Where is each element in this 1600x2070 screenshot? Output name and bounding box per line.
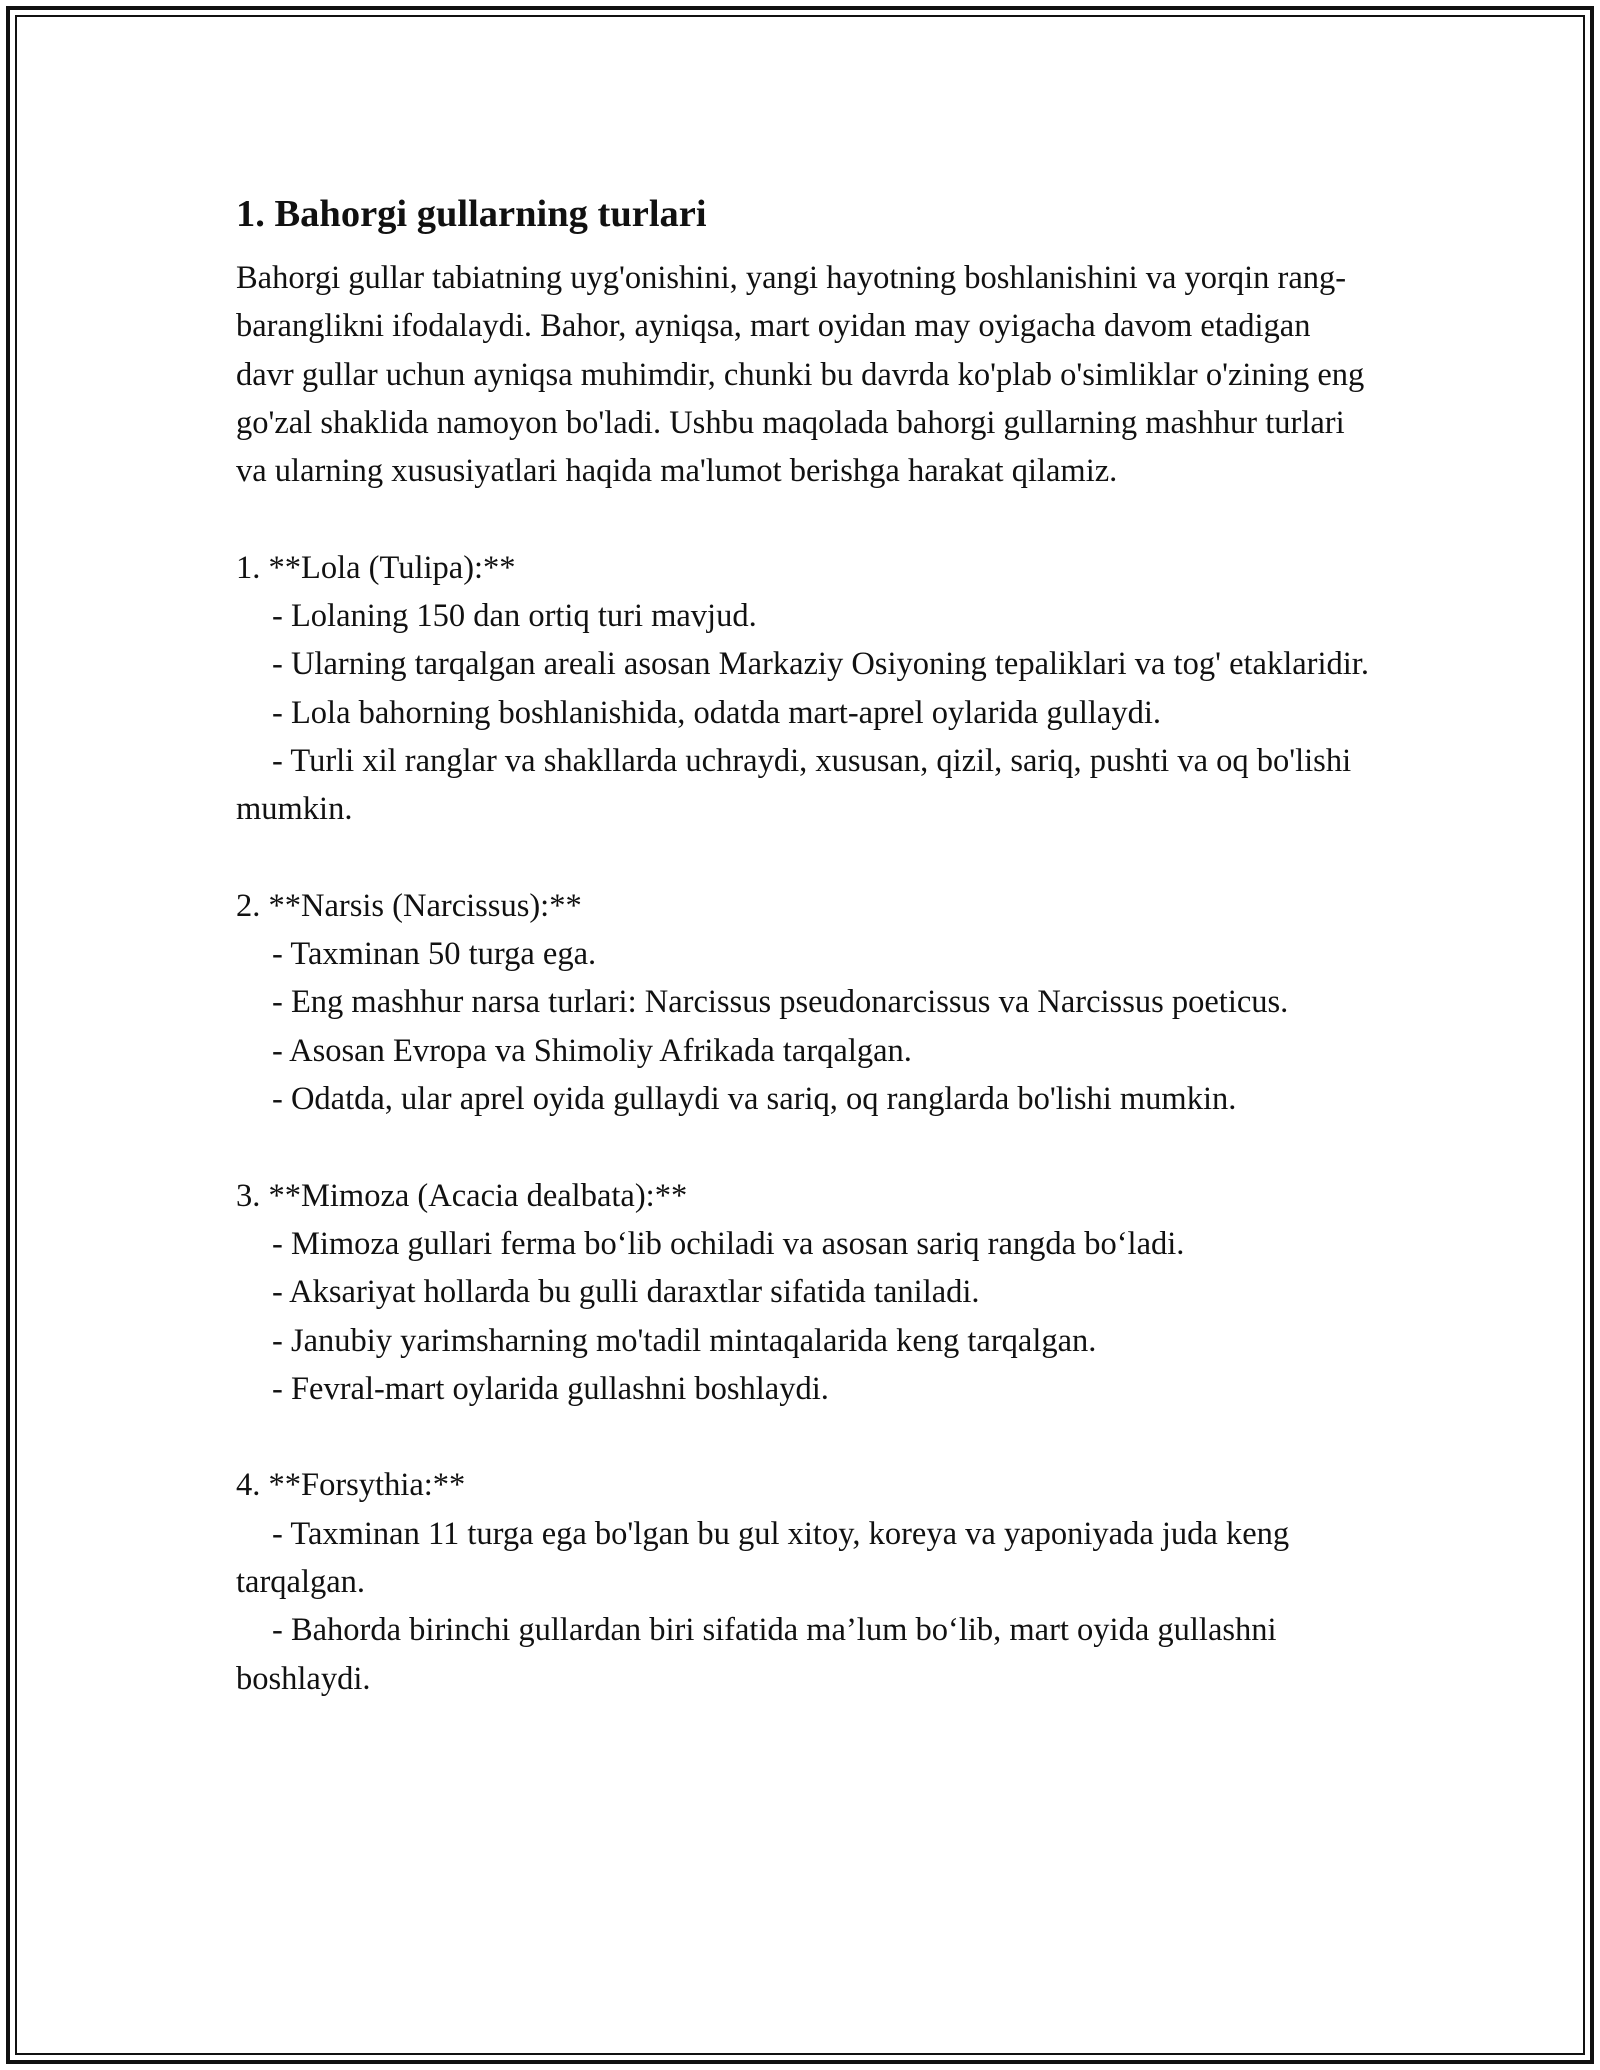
list-item: - Eng mashhur narsa turlari: Narcissus pseudonarcissus va Narcissus poeticus. <box>272 984 1289 1021</box>
section-title: 1. **Lola (Tulipa):** <box>236 549 516 586</box>
list-item: - Lola bahorning boshlanishida, odatda mart-aprel oylarida gullaydi. <box>272 694 1161 731</box>
section-mimoza <box>236 1172 1376 1413</box>
section-title: 4. **Forsythia:** <box>236 1467 466 1504</box>
list-item: - Taxminan 11 turga ega bo'lgan bu gul xitoy, koreya va yaponiyada juda keng tarqalgan. <box>236 1515 1290 1601</box>
list-item: - Bahorda birinchi gullardan biri sifatida ma’lum bo‘lib, mart oyida gullashni boshlaydi. <box>236 1612 1277 1697</box>
section-lola <box>236 544 1376 834</box>
section-narsis <box>236 882 1376 1123</box>
list-item: - Lolaning 150 dan ortiq turi mavjud. <box>272 598 757 635</box>
list-item: - Asosan Evropa va Shimoliy Afrikada tarqalgan. <box>272 1032 912 1069</box>
list-item: - Taxminan 50 turga ega. <box>272 936 597 973</box>
intro-paragraph: Bahorgi gullar tabiatning uyg'onishini, yangi hayotning boshlanishini va yorqin rang-baranglikni ifodalaydi. Bahor, ayniqsa, mart oyidan may oyigacha davom etadigan davr gullar uchun ayniqsa muhimdir, chunki bu davrda ko'plab o'simliklar o'zining eng go'zal shaklida namoyon bo'ladi. Ushbu maqolada bahorgi gullarning mashhur turlari va ularning xususiyatlari haqida ma'lumot berishga harakat qilamiz. <box>236 260 1365 490</box>
section-title: 3. **Mimoza (Acacia dealbata):** <box>236 1177 688 1214</box>
list-item: - Turli xil ranglar va shakllarda uchraydi, xususan, qizil, sariq, pushti va oq bo'lishi mumkin. <box>236 742 1352 828</box>
list-item: - Mimoza gullari ferma bo‘lib ochiladi va asosan sariq rangda bo‘ladi. <box>272 1225 1185 1262</box>
list-item: - Fevral-mart oylarida gullashni boshlaydi. <box>272 1370 829 1407</box>
list-item: - Aksariyat hollarda bu gulli daraxtlar sifatida taniladi. <box>272 1274 980 1311</box>
document-heading: 1. Bahorgi gullarning turlari <box>236 193 707 235</box>
document-body <box>236 186 1376 1703</box>
list-item: - Odatda, ular aprel oyida gullaydi va sariq, oq ranglarda bo'lishi mumkin. <box>272 1081 1237 1118</box>
section-forsythia <box>236 1461 1376 1702</box>
list-item: - Janubiy yarimsharning mo'tadil mintaqalarida keng tarqalgan. <box>272 1322 1097 1359</box>
section-title: 2. **Narsis (Narcissus):** <box>236 887 582 924</box>
list-item: - Ularning tarqalgan areali asosan Markaziy Osiyoning tepaliklari va tog' etaklaridir. <box>272 646 1369 683</box>
